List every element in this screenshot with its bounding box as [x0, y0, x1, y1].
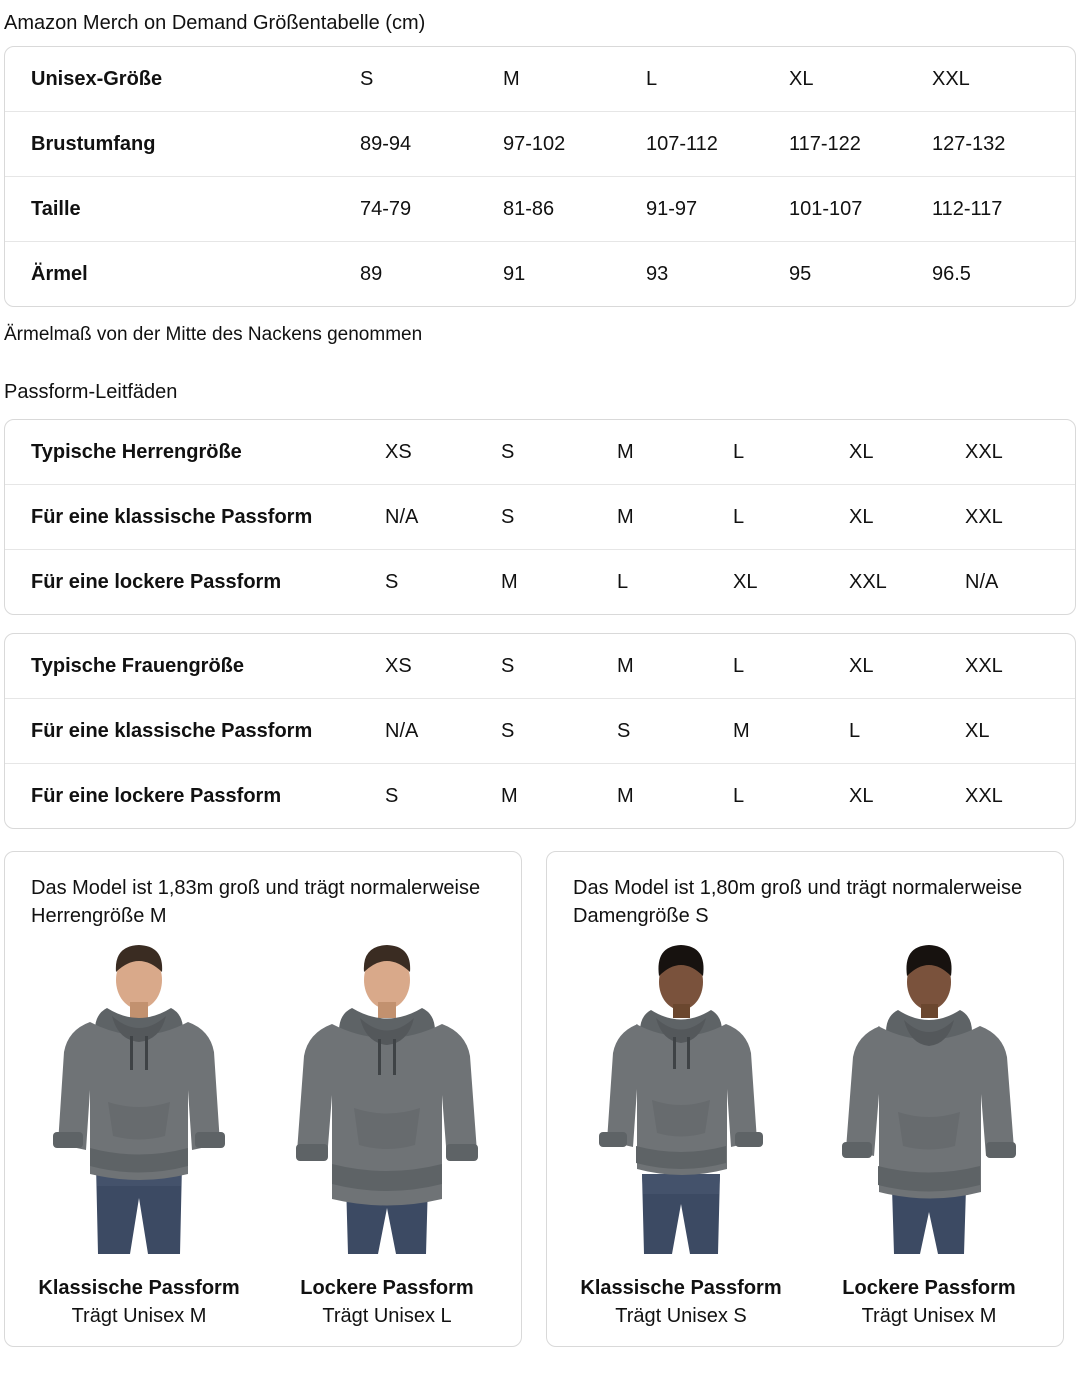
figure-male-classic — [23, 936, 255, 1330]
cell: XXL — [965, 764, 1076, 829]
cell: 89-94 — [360, 112, 503, 177]
figure-male-relaxed — [271, 936, 503, 1330]
row-label: Typische Frauengröße — [31, 655, 245, 677]
cell: S — [501, 441, 515, 463]
cell: 117-122 — [789, 112, 932, 177]
cell: 96.5 — [932, 242, 1075, 307]
row-label: Unisex-Größe — [31, 68, 163, 90]
sleeve-measurement-note: Ärmelmaß von der Mitte des Nackens genommen — [4, 324, 423, 345]
cell: S — [617, 699, 733, 764]
cell: M — [617, 655, 634, 677]
table-row — [5, 47, 1075, 112]
cell: XXL — [932, 68, 970, 90]
row-label: Für eine klassische Passform — [5, 699, 385, 764]
table-row — [5, 634, 1076, 699]
cell: XL — [849, 764, 965, 829]
cell: L — [733, 485, 849, 550]
figure-sublabel: Trägt Unisex S — [615, 1305, 747, 1327]
table-row — [5, 699, 1076, 764]
figure-female-relaxed — [813, 936, 1045, 1330]
mens-fit-table-card — [4, 419, 1076, 615]
size-table-card — [4, 46, 1076, 307]
cell: XL — [849, 655, 874, 677]
cell: XS — [385, 441, 412, 463]
cell: S — [501, 485, 617, 550]
womens-model-card — [546, 851, 1064, 1347]
table-row — [5, 764, 1076, 829]
cell: N/A — [385, 485, 501, 550]
cell: 95 — [789, 242, 932, 307]
cell: XXL — [965, 655, 1003, 677]
cell: 89 — [360, 242, 503, 307]
cell: M — [617, 485, 733, 550]
cell: L — [733, 655, 745, 677]
cell: XXL — [965, 441, 1003, 463]
hoodie-male-classic-image — [23, 936, 255, 1268]
cell: S — [385, 550, 501, 615]
table-row — [5, 112, 1075, 177]
cell: M — [501, 764, 617, 829]
figure-label: Lockere Passform — [842, 1277, 1016, 1299]
page-title: Amazon Merch on Demand Größentabelle (cm) — [4, 12, 426, 34]
cell: 91-97 — [646, 177, 789, 242]
cell: XL — [733, 550, 849, 615]
table-row — [5, 177, 1075, 242]
model-cards — [4, 851, 1076, 1347]
cell: L — [646, 68, 658, 90]
womens-fit-table — [5, 634, 1076, 828]
cell: 107-112 — [646, 112, 789, 177]
mens-model-card — [4, 851, 522, 1347]
cell: XL — [789, 68, 814, 90]
row-label: Für eine lockere Passform — [5, 550, 385, 615]
cell: L — [849, 699, 965, 764]
figure-female-classic — [565, 936, 797, 1330]
cell: 74-79 — [360, 177, 503, 242]
fit-guides-heading: Passform-Leitfäden — [4, 381, 178, 403]
cell: 81-86 — [503, 177, 646, 242]
cell: XS — [385, 655, 412, 677]
size-table — [5, 47, 1075, 306]
cell: N/A — [385, 699, 501, 764]
cell: S — [501, 655, 515, 677]
cell: XL — [965, 699, 1076, 764]
model-caption: Das Model ist 1,83m groß und trägt normalerweise Herrengröße M — [31, 877, 481, 927]
figure-sublabel: Trägt Unisex L — [322, 1305, 452, 1327]
cell: 101-107 — [789, 177, 932, 242]
row-label: Für eine klassische Passform — [5, 485, 385, 550]
cell: M — [617, 764, 733, 829]
cell: XL — [849, 485, 965, 550]
cell: XXL — [965, 485, 1076, 550]
mens-fit-table — [5, 420, 1076, 614]
table-row — [5, 242, 1075, 307]
table-row — [5, 420, 1076, 485]
cell: M — [733, 699, 849, 764]
cell: S — [501, 699, 617, 764]
figure-sublabel: Trägt Unisex M — [71, 1305, 207, 1327]
cell: M — [617, 441, 634, 463]
cell: M — [503, 68, 520, 90]
cell: L — [617, 550, 733, 615]
figure-label: Klassische Passform — [580, 1277, 782, 1299]
womens-fit-table-card — [4, 633, 1076, 829]
cell: L — [733, 441, 745, 463]
cell: XXL — [849, 550, 965, 615]
cell: XL — [849, 441, 874, 463]
table-row — [5, 550, 1076, 615]
cell: 91 — [503, 242, 646, 307]
cell: N/A — [965, 550, 1076, 615]
row-label: Brustumfang — [5, 112, 360, 177]
row-label: Für eine lockere Passform — [5, 764, 385, 829]
cell: 97-102 — [503, 112, 646, 177]
hoodie-female-classic-image — [565, 936, 797, 1268]
row-label: Taille — [5, 177, 360, 242]
hoodie-male-relaxed-image — [271, 936, 503, 1268]
cell: L — [733, 764, 849, 829]
figure-label: Lockere Passform — [300, 1277, 474, 1299]
cell: 93 — [646, 242, 789, 307]
row-label: Typische Herrengröße — [31, 441, 242, 463]
cell: 112-117 — [932, 177, 1075, 242]
row-label: Ärmel — [5, 242, 360, 307]
cell: M — [501, 550, 617, 615]
cell: S — [360, 68, 374, 90]
table-row — [5, 485, 1076, 550]
hoodie-female-relaxed-image — [813, 936, 1045, 1268]
model-caption: Das Model ist 1,80m groß und trägt normalerweise Damengröße S — [573, 877, 1023, 927]
cell: 127-132 — [932, 112, 1075, 177]
cell: S — [385, 764, 501, 829]
figure-sublabel: Trägt Unisex M — [861, 1305, 997, 1327]
figure-label: Klassische Passform — [38, 1277, 240, 1299]
